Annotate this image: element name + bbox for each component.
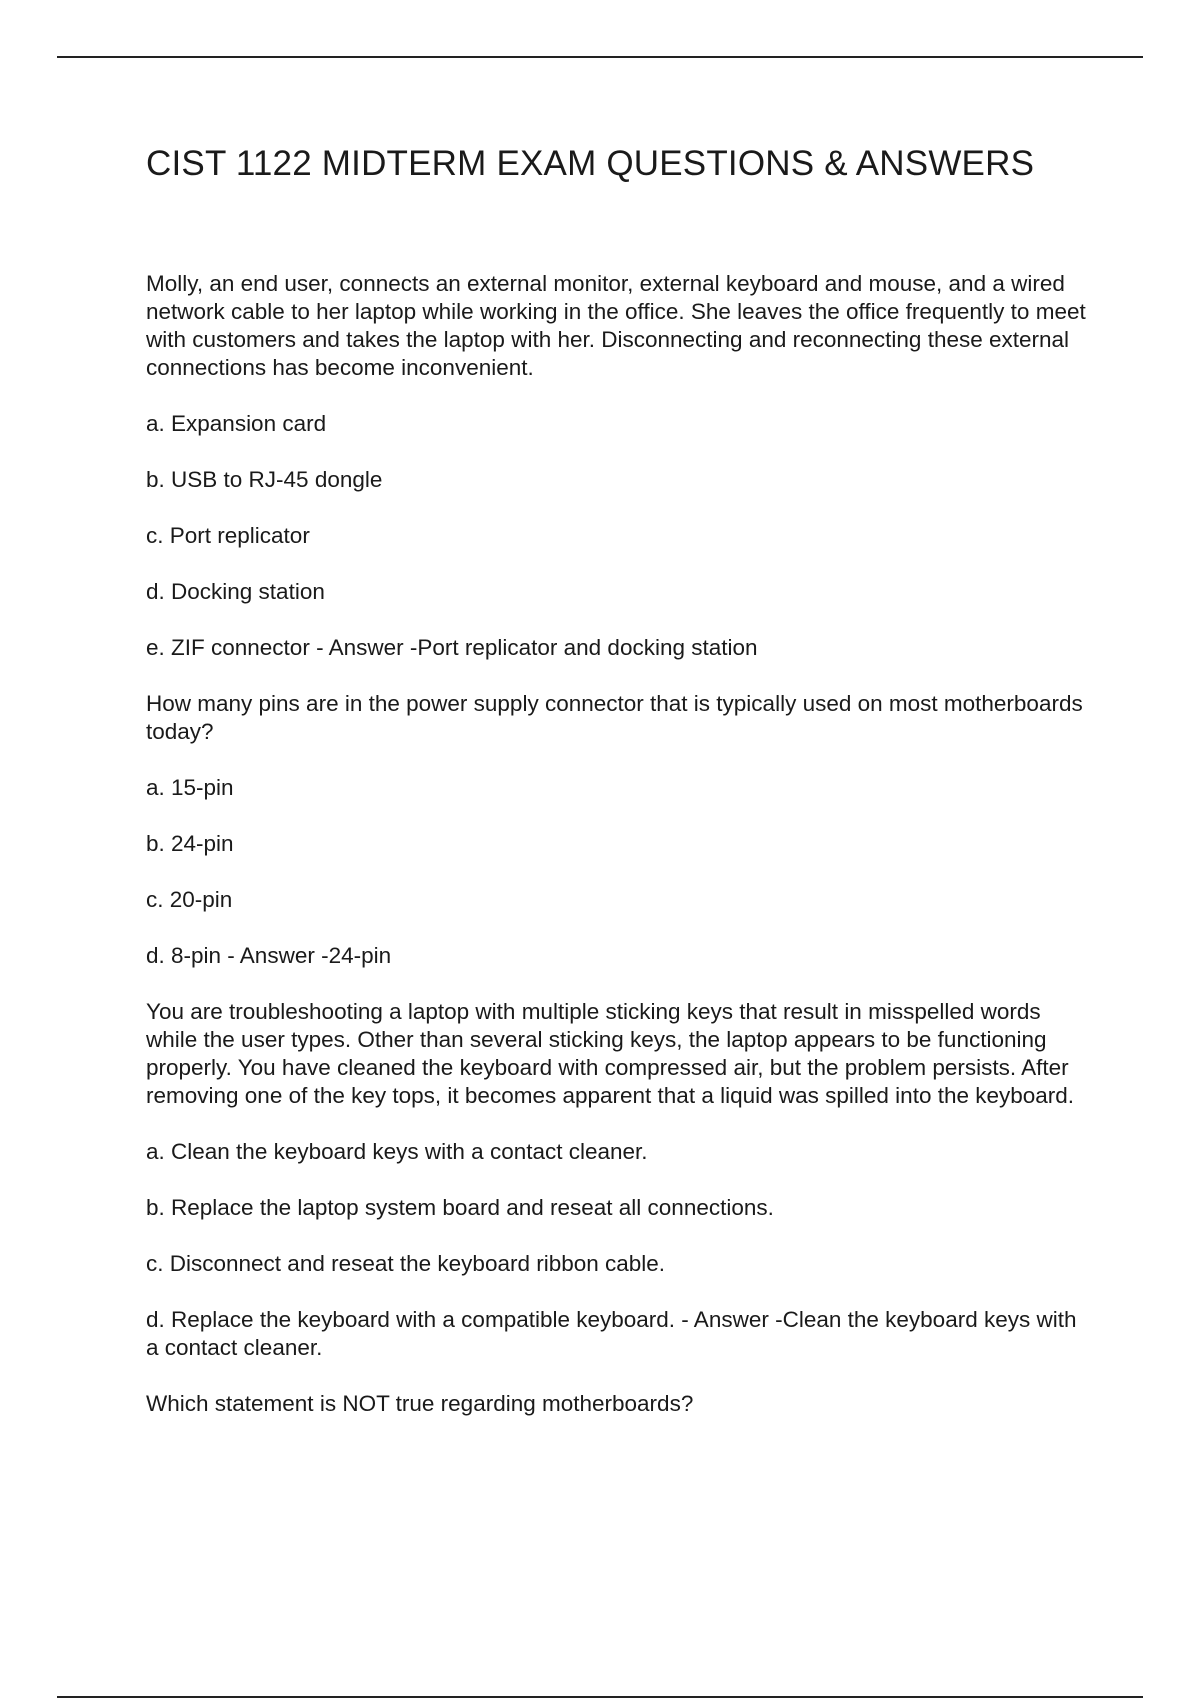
question-block-3 [146, 998, 1086, 1362]
question-block-1 [146, 270, 1086, 662]
answer-option: c. Port replicator [146, 523, 310, 548]
header-divider [57, 56, 1143, 58]
question-text: You are troubleshooting a laptop with multiple sticking keys that result in misspelled words while the user types. Other than several sticking keys, the laptop appears to be functioning properly. You have cleaned the keyboard with compressed air, but the problem persists. After removing one of the key tops, it becomes apparent that a liquid was spilled into the keyboard. [146, 999, 1075, 1108]
answer-option-with-answer: d. 8-pin - Answer -24-pin [146, 943, 392, 968]
answer-option: c. Disconnect and reseat the keyboard ribbon cable. [146, 1251, 666, 1276]
footer-divider [57, 1696, 1143, 1698]
question-block-4 [146, 1390, 1086, 1418]
question-list [146, 270, 1086, 1446]
answer-option-with-answer: d. Replace the keyboard with a compatible keyboard. - Answer -Clean the keyboard keys with a contact cleaner. [146, 1307, 1077, 1360]
answer-option: b. USB to RJ-45 dongle [146, 467, 383, 492]
answer-option: a. Clean the keyboard keys with a contact cleaner. [146, 1139, 648, 1164]
question-block-2 [146, 690, 1086, 970]
answer-option: b. 24-pin [146, 831, 234, 856]
document-title: CIST 1122 MIDTERM EXAM QUESTIONS & ANSWERS [146, 144, 1035, 183]
answer-option: a. 15-pin [146, 775, 234, 800]
answer-option: a. Expansion card [146, 411, 327, 436]
answer-option: b. Replace the laptop system board and reseat all connections. [146, 1195, 774, 1220]
answer-option: d. Docking station [146, 579, 325, 604]
question-text: Which statement is NOT true regarding motherboards? [146, 1391, 694, 1416]
answer-option: c. 20-pin [146, 887, 233, 912]
question-text: Molly, an end user, connects an external monitor, external keyboard and mouse, and a wired network cable to her laptop while working in the office. She leaves the office frequently to meet with customers and takes the laptop with her. Disconnecting and reconnecting these external connections has become inconvenient. [146, 271, 1086, 380]
question-text: How many pins are in the power supply connector that is typically used on most motherboards today? [146, 691, 1083, 744]
answer-option-with-answer: e. ZIF connector - Answer -Port replicator and docking station [146, 635, 758, 660]
